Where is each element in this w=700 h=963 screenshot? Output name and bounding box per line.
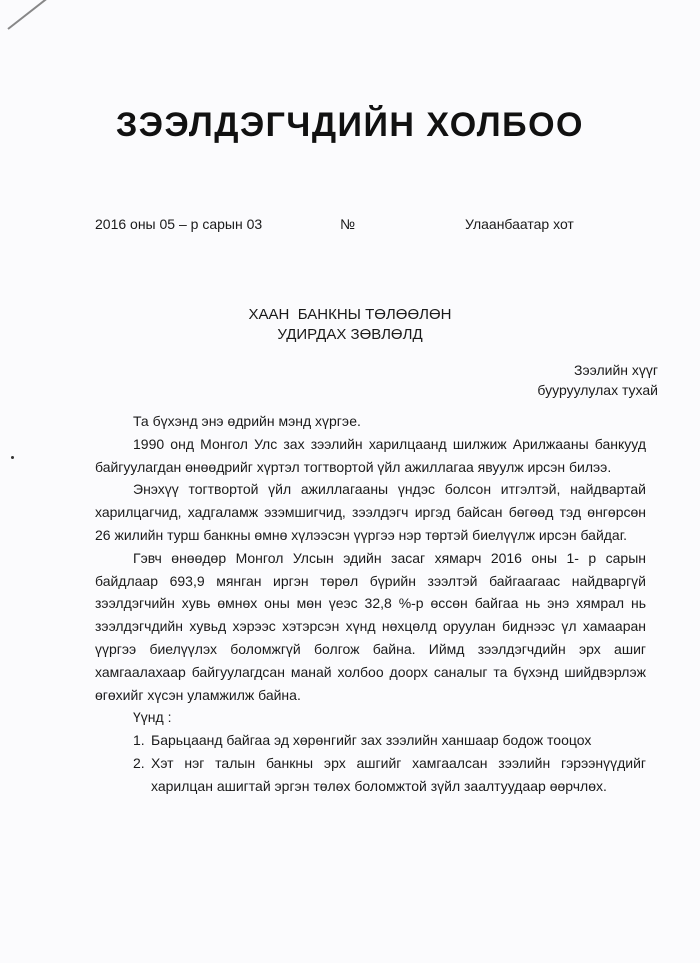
body-paragraph-1: 1990 онд Монгол Улс зах зээлийн харилцаанд шилжиж Арилжааны банкууд байгуулагдан өнөөдрийг хүртэл тогтвортой үйл ажиллагаа явуулж ирсэн билээ. (95, 435, 646, 475)
list-item (95, 729, 646, 752)
scan-artifact-dot (11, 456, 14, 459)
list-item-text: Хэт нэг талын банкны эрх ашгийг хамгаалсан зээлийн гэрээнүүдийг харилцан ашигтай эргэн төлөх боломжтой зүйл заалтуудаар өөрчлөх. (151, 754, 646, 794)
list-item-number: 1. (133, 732, 145, 749)
list-intro: Үүнд : (133, 709, 172, 726)
subject-line-1: Зээлийн хүүг (574, 362, 658, 378)
list-item-number: 2. (133, 754, 145, 771)
body-paragraph-2: Энэхүү тогтвортой үйл ажиллагааны үндэс болсон итгэлтэй, найдвартай харилцагчид, хадгаламж эзэмшигчид, зээлдэгч иргэд байсан бөгөөд тэд өнгөрсөн 26 жилийн турш банкны өмнө хүлээсэн үүргээ нэр төртэй биелүүлж ирсэн байдаг. (95, 481, 646, 543)
subject-line-2: бууруулулах тухай (537, 382, 658, 398)
letter-number-label: № (340, 216, 356, 232)
letter-body (95, 410, 646, 798)
scan-artifact-mark (7, 0, 51, 30)
letter-city: Улаанбаатар хот (465, 216, 574, 232)
request-list (95, 729, 646, 797)
list-item (95, 752, 646, 798)
letter-date: 2016 оны 05 – р сарын 03 (95, 216, 263, 232)
recipient-line-2: УДИРДАХ ЗӨВЛӨЛД (277, 326, 423, 343)
recipient-block (0, 305, 700, 345)
recipient-line-1: ХААН БАНКНЫ ТӨЛӨӨЛӨН (248, 306, 452, 323)
organization-title: ЗЭЭЛДЭГЧДИЙН ХОЛБОО (116, 106, 584, 144)
body-paragraph-3: Гэвч өнөөдөр Монгол Улсын эдийн засаг хямарч 2016 оны 1- р сарын байдлаар 693,9 мянган иргэн төрөл бүрийн зээлтэй байгаагаас найдваргүй зээлдэгчийн хувь өмнөх оны мөн үеэс 32,8 %-р өссөн байгаа нь энэ хямрал нь зээлдэгчдийн хувьд хэрээс хэтэрсэн хүнд нөхцөлд оруулан биднээс үл хамааран үүргээ биелүүлэх боломжгүй болгож байна. Иймд зээлдэгчдийн эрх ашиг хамгаалахаар байгуулагдсан манай холбоо доорх саналыг та бүхэнд шийдвэрлэж өгөхийг хүсэн уламжилж байна. (95, 549, 646, 703)
subject-block (537, 360, 658, 400)
list-item-text: Барьцаанд байгаа эд хөрөнгийг зах зээлийн ханшаар бодож тооцох (151, 732, 592, 749)
greeting-paragraph: Та бүхэнд энэ өдрийн мэнд хүргэе. (133, 413, 361, 429)
